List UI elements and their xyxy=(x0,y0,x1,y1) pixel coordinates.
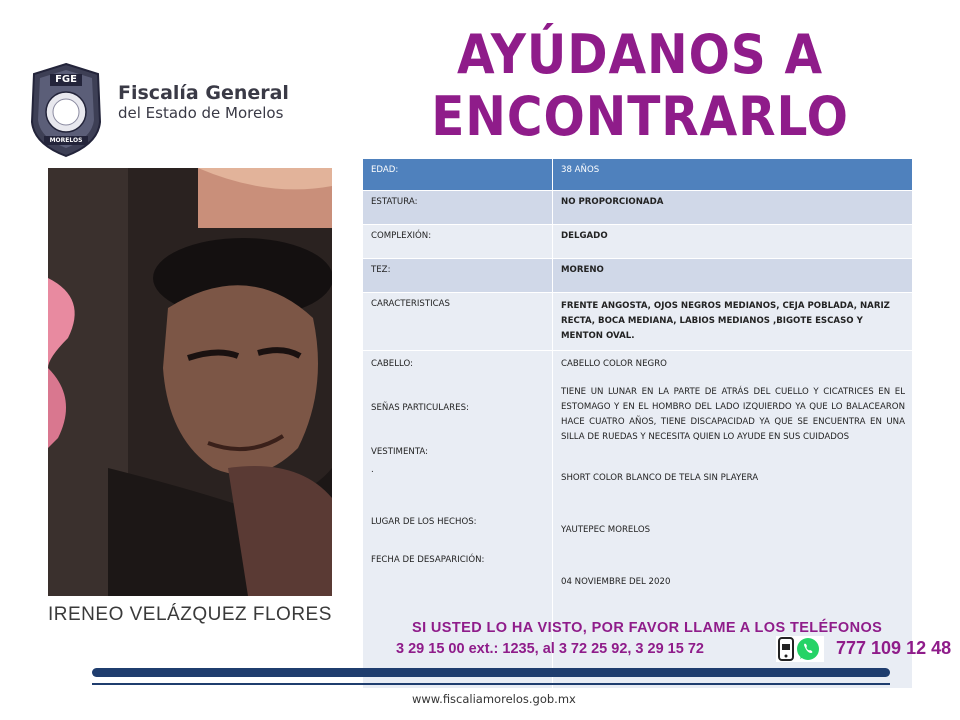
lugar-label: LUGAR DE LOS HECHOS: xyxy=(371,517,477,527)
table-row xyxy=(363,259,913,293)
complexion-value: DELGADO xyxy=(553,225,913,259)
complexion-label: COMPLEXIÓN: xyxy=(363,225,553,259)
headline-line2: ENCONTRARLO xyxy=(431,85,849,148)
tez-label: TEZ: xyxy=(363,259,553,293)
vestimenta-label: VESTIMENTA: xyxy=(371,447,429,457)
fge-logo xyxy=(28,62,104,158)
org-name-line2: del Estado de Morelos xyxy=(118,104,284,122)
senas-value: TIENE UN LUNAR EN LA PARTE DE ATRÁS DEL CUELLO Y CICATRICES EN EL ESTOMAGO Y EN EL HOMBRO DEL LADO IZQUIERDO YA QUE LO BALACEARON HACE CUATRO AÑOS, TIENE DISCAPACIDAD YA QUE SE ENCUENTRA EN UNA SILLA DE RUEDAS Y NECESITA QUIEN LO AYUDE EN SUS CUIDADOS xyxy=(561,387,905,442)
contact-call-line: SI USTED LO HA VISTO, POR FAVOR LLAME A LOS TELÉFONOS xyxy=(412,620,883,636)
table-row xyxy=(363,225,913,259)
footer-bar xyxy=(92,668,890,677)
fecha-value: 04 NOVIEMBRE DEL 2020 xyxy=(561,577,671,587)
headline xyxy=(406,24,874,148)
details-labels-cell xyxy=(363,351,553,689)
edad-label: EDAD: xyxy=(363,159,553,191)
estatura-value: NO PROPORCIONADA xyxy=(553,191,913,225)
footer-rule xyxy=(92,683,890,685)
phone-icon xyxy=(778,637,794,666)
estatura-label: ESTATURA: xyxy=(363,191,553,225)
org-name xyxy=(118,82,289,122)
table-row xyxy=(363,293,913,351)
table-row xyxy=(363,159,913,191)
cabello-label: CABELLO: xyxy=(371,359,413,369)
contact-phones: 3 29 15 00 ext.: 1235, al 3 72 25 92, 3 29 15 72 xyxy=(396,641,704,657)
cabello-value: CABELLO COLOR NEGRO xyxy=(561,359,667,369)
whatsapp-icon xyxy=(796,637,820,666)
whatsapp-number: 777 109 12 48 xyxy=(836,638,952,658)
missing-person-photo xyxy=(48,168,332,596)
tez-value: MORENO xyxy=(553,259,913,293)
missing-person-name: IRENEO VELÁZQUEZ FLORES xyxy=(48,604,332,625)
headline-line1: AYÚDANOS A xyxy=(456,23,824,86)
logo-badge-bottom: MORELOS xyxy=(49,137,83,144)
logo-badge-text: FGE xyxy=(55,74,77,85)
lugar-value: YAUTEPEC MORELOS xyxy=(561,525,651,535)
vestimenta-value: SHORT COLOR BLANCO DE TELA SIN PLAYERA xyxy=(561,473,759,483)
table-row xyxy=(363,351,913,689)
edad-value: 38 AÑOS xyxy=(553,159,913,191)
contact-icons xyxy=(776,636,824,662)
fecha-label: FECHA DE DESAPARICIÓN: xyxy=(371,555,485,565)
caracteristicas-value: FRENTE ANGOSTA, OJOS NEGROS MEDIANOS, CEJA POBLADA, NARIZ RECTA, BOCA MEDIANA, LABIOS MEDIANOS ,BIGOTE ESCASO Y MENTON OVAL. xyxy=(553,293,913,351)
senas-label: SEÑAS PARTICULARES: xyxy=(371,403,469,413)
caracteristicas-label: CARACTERISTICAS xyxy=(363,293,553,351)
org-name-line1: Fiscalía General xyxy=(118,82,289,104)
info-table xyxy=(362,158,913,689)
dot-mark: . xyxy=(371,465,374,475)
table-row xyxy=(363,191,913,225)
website-link[interactable]: www.fiscaliamorelos.gob.mx xyxy=(412,692,576,706)
